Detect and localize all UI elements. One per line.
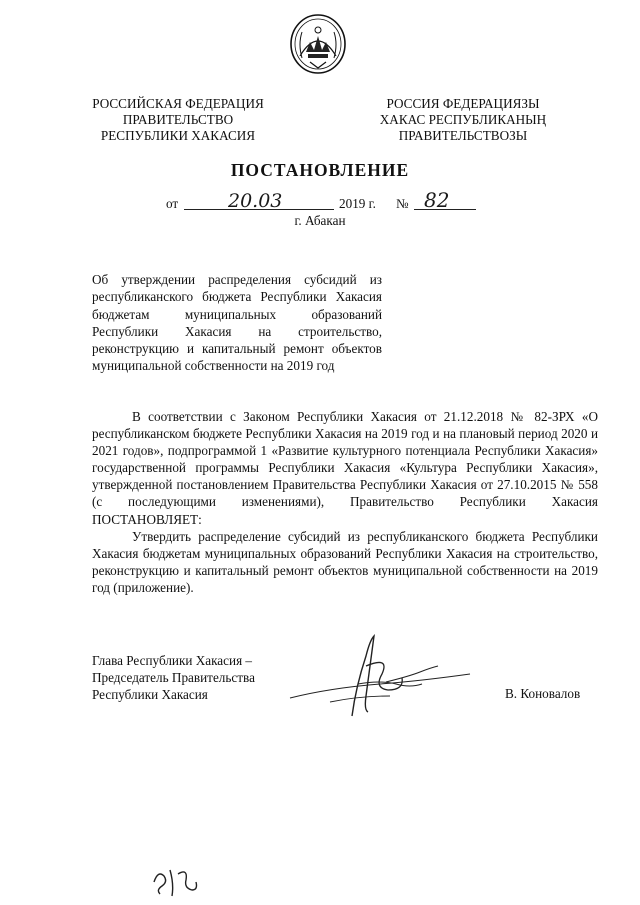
number-sign: № [396,196,409,211]
handwritten-date: 20.03 [228,190,283,212]
signatory-title [92,652,255,703]
header-left-line: РЕСПУБЛИКИ ХАКАСИЯ [100,128,256,143]
signatory-title-line: Глава Республики Хакасия – [92,653,253,668]
document-subject: Об утверждении распределения субсидий из республиканского бюджета Республики Хакасия бюджетам муниципальных образований Республики Хакасия на строительство, реконструкцию и капитальный ремонт объектов муниципальной собственности на 2019 год [92,272,382,374]
header-right-line: ПРАВИТЕЛЬСТВОЗЫ [398,128,528,143]
signatory-title-line: Республики Хакасия [92,687,208,702]
body-paragraph: В соответствии с Законом Республики Хакасия от 21.12.2018 № 82-ЗРХ «О республиканском бюджете Республики Хакасия на 2019 год и на плановый период 2020 и 2021 годов», подпрограммой 1 «Развитие культурного потенциала Республики Хакасия» государственной программы Республики Хакасия «Культура Республики Хакасия», утвержденной постановлением Правительства Республики Хакасия от 27.10.2015 № 558 (с последующими изменениями), Правительство Республики Хакасия ПОСТАНОВЛЯЕТ: [92,409,598,527]
document-body [92,408,598,596]
signatory-name: В. Коновалов [505,686,581,701]
city: г. Абакан [294,213,346,228]
signatory-title-line: Председатель Правительства [92,670,255,685]
header-left-line: РОССИЙСКАЯ ФЕДЕРАЦИЯ [92,96,264,111]
coat-of-arms-icon [288,12,348,76]
header-left-line: ПРАВИТЕЛЬСТВО [122,112,234,127]
handwritten-signature [270,626,480,726]
header-right-line: РОССИЯ ФЕДЕРАЦИЯЗЫ [386,96,540,111]
header-right [360,96,566,144]
handwritten-number: 82 [424,188,450,212]
header-left [80,96,276,144]
header-right-line: ХАКАС РЕСПУБЛИКАНЫҢ [379,112,547,127]
date-prefix: от [166,196,179,211]
body-paragraph: Утвердить распределение субсидий из республиканского бюджета Республики Хакасия бюджетам муниципальных образований Республики Хакасия на строительство, реконструкцию и капитальный ремонт объектов муниципальной собственности на 2019 год (приложение). [92,528,598,595]
date-year: 2019 г. [339,196,376,211]
document-title: ПОСТАНОВЛЕНИЕ [230,160,410,180]
handwritten-page-mark [148,860,208,900]
